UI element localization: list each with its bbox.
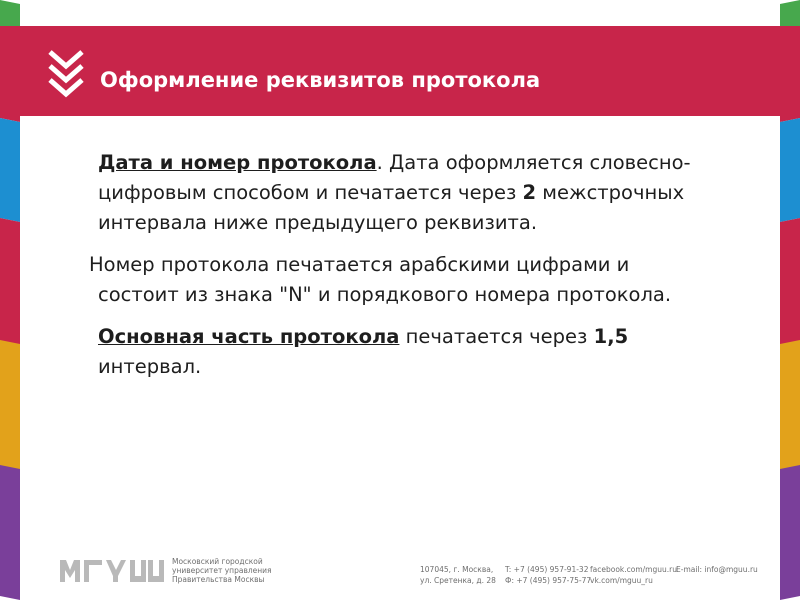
footer-organization [172,557,272,584]
term-main-part: Основная часть протокола [98,325,400,348]
paragraph-3-line-1 [98,322,628,352]
vk-link: vk.com/mguu_ru [590,576,653,585]
footer-phones [505,564,591,586]
paragraph-text: цифровым способом и печатается через [98,181,523,204]
org-line: Правительства Москвы [172,575,265,584]
paragraph-3-line-2: интервал. [98,355,202,378]
slide-header [0,26,800,116]
footer-address [420,564,496,586]
paragraph-1-line-3: интервала ниже предыдущего реквизита. [98,211,538,234]
term-date-number: Дата и номер протокола [98,151,377,174]
paragraph-text: печатается через [399,325,594,348]
org-line: Московский городской [172,557,263,566]
footer-email: E-mail: info@mguu.ru [676,565,758,574]
mguu-logo [60,556,164,584]
triple-chevron-down-icon [46,46,86,98]
slide-title: Оформление реквизитов протокола [100,68,541,92]
address-line: ул. Сретенка, д. 28 [420,576,496,585]
paragraph-1-line-1 [98,148,691,178]
phone-line: T: +7 (495) 957-91-32 [505,565,589,574]
org-line: университет управления [172,566,272,575]
bold-number: 1,5 [593,325,629,348]
paragraph-2-line-1: Номер протокола печатается арабскими цифрами и [89,253,630,276]
address-line: 107045, г. Москва, [420,565,494,574]
bold-number: 2 [522,181,537,204]
fax-line: Ф: +7 (495) 957-75-77 [505,576,592,585]
paragraph-text: межстрочных [536,181,685,204]
paragraph-1-line-2 [98,178,684,208]
paragraph-2-line-2: состоит из знака "N" и порядкового номера протокола. [98,283,672,306]
footer-social [590,564,677,586]
paragraph-text: . Дата оформляется словесно- [376,151,691,174]
facebook-link: facebook.com/mguu.ru [590,565,677,574]
